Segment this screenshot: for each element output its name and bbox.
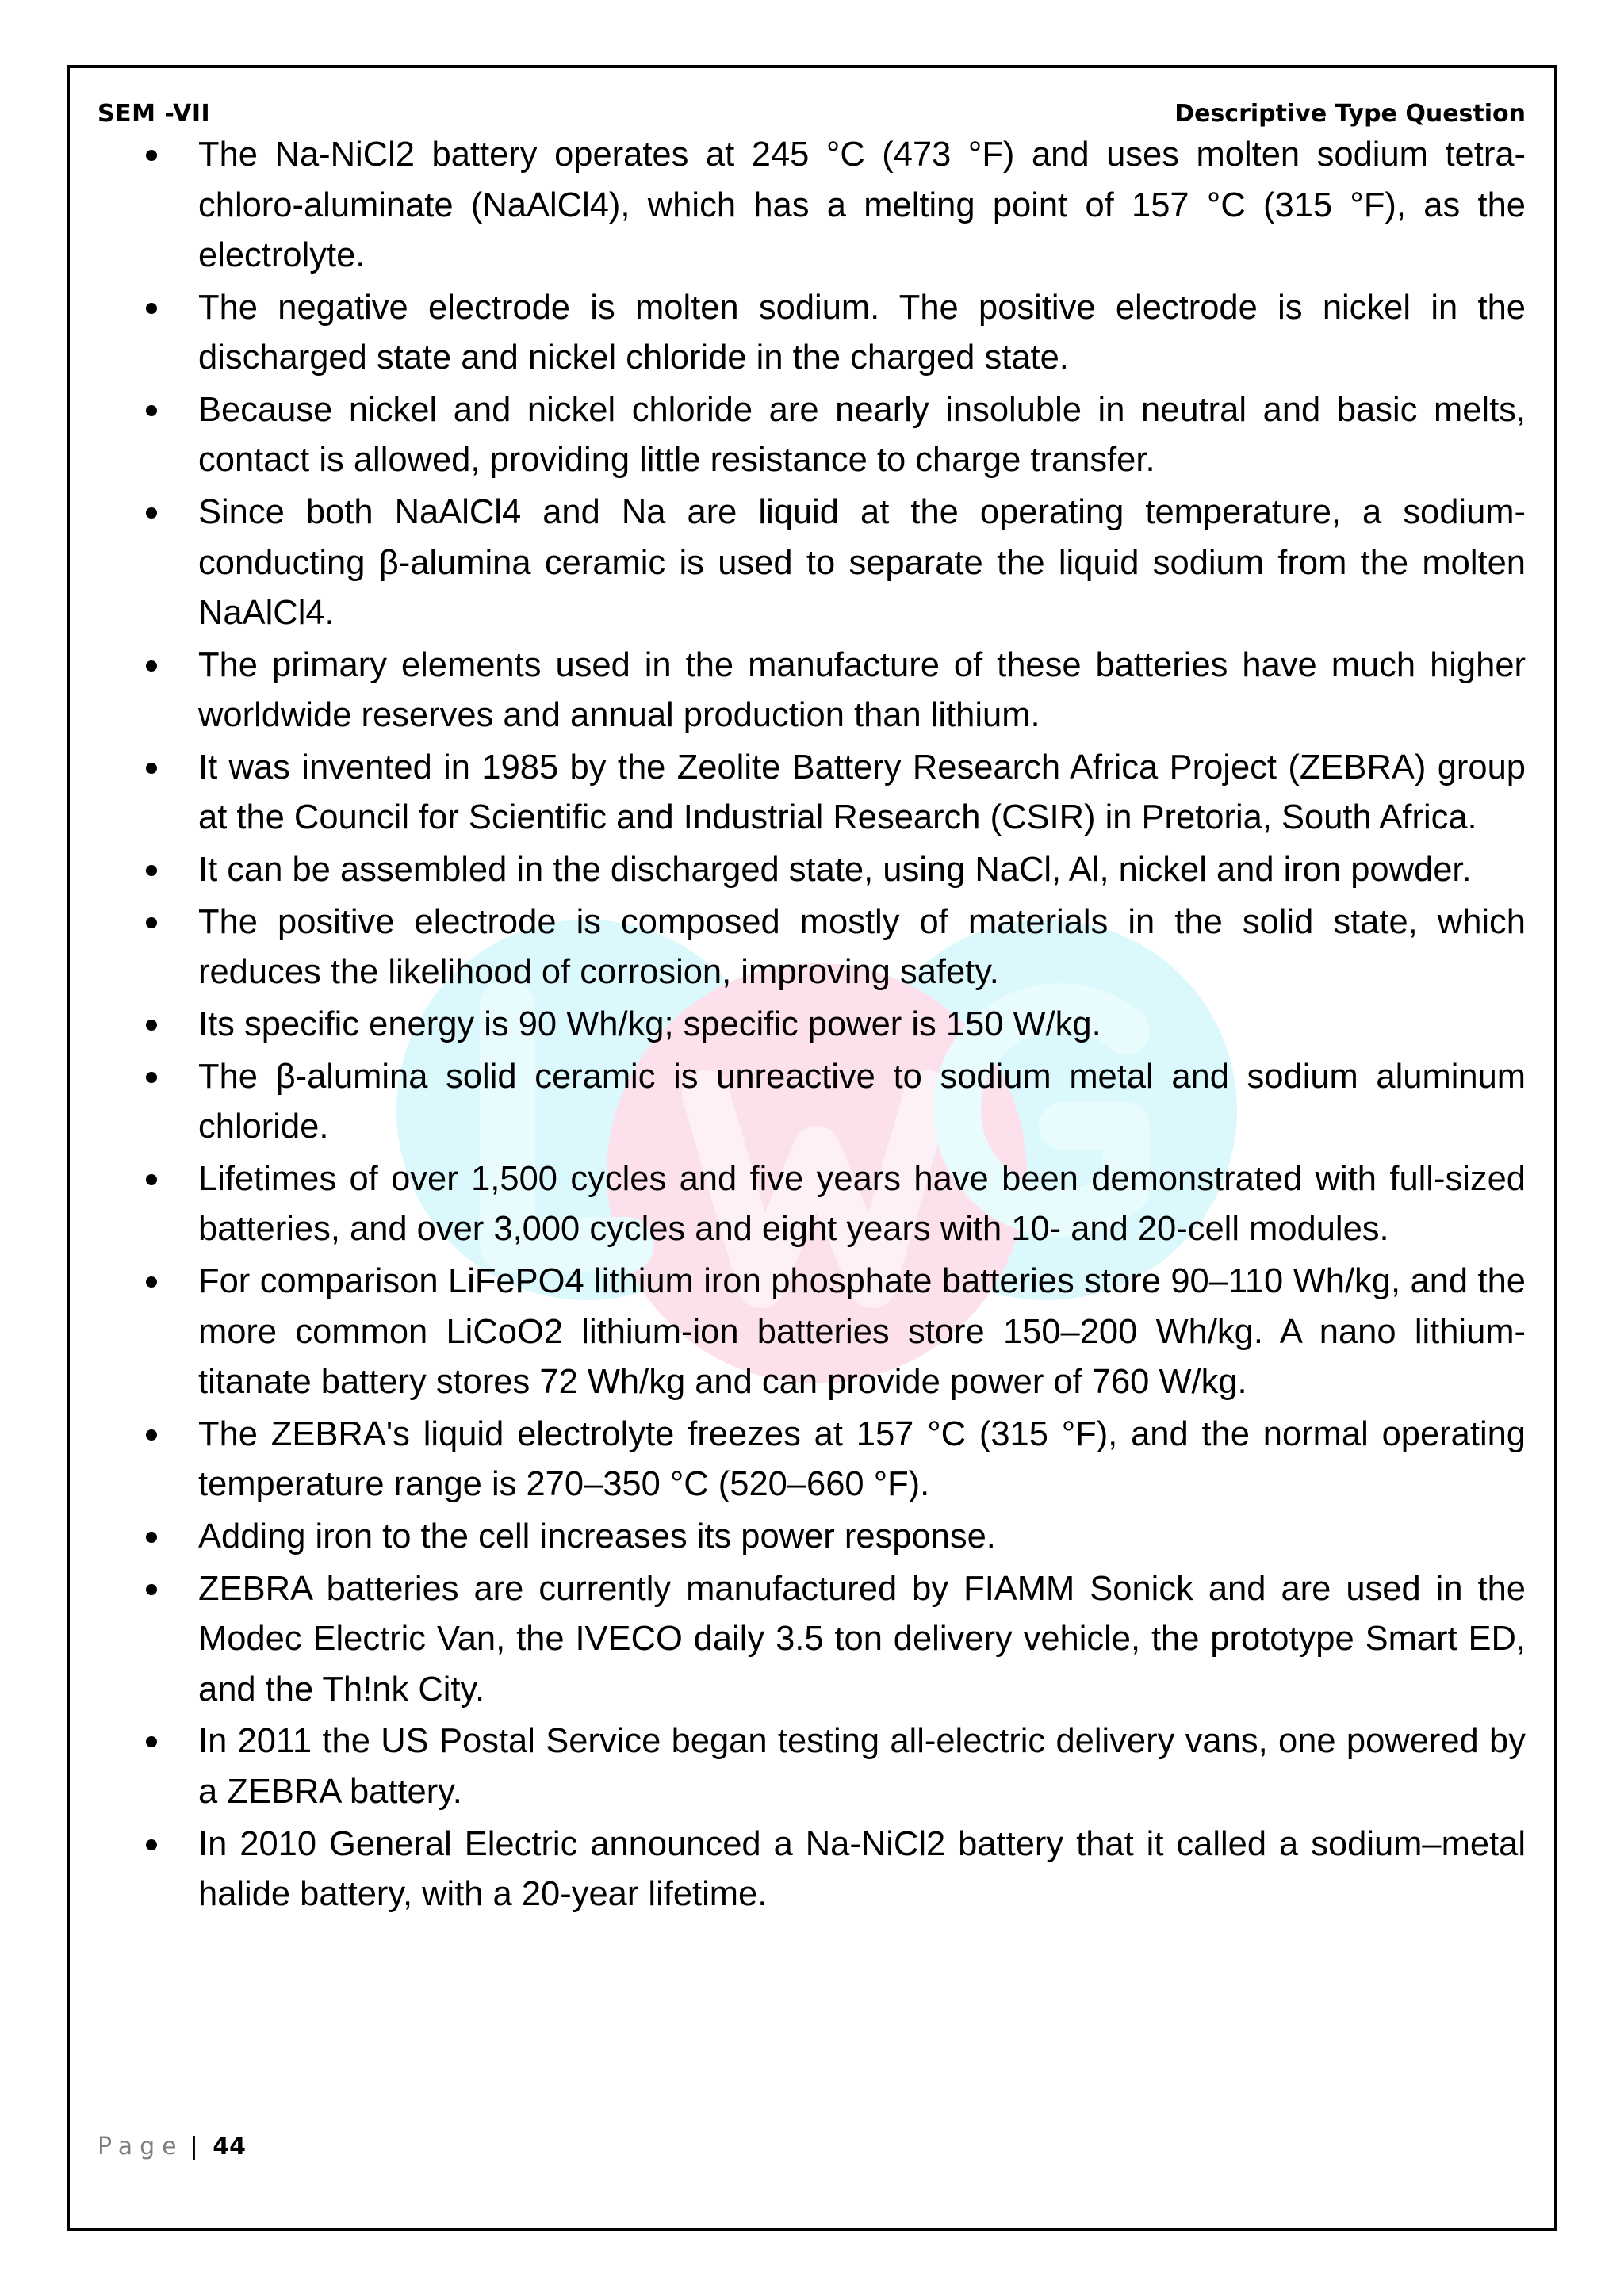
header-semester: SEM -VII <box>98 100 211 128</box>
list-item <box>98 1000 1526 1050</box>
list-item-text: ZEBRA batteries are currently manufactured by FIAMM Sonick and are used in the Modec Electric Van, the IVECO daily 3.5 ton delivery vehicle, the prototype Smart ED, and the Th!nk City. <box>198 1569 1526 1709</box>
list-item-text: The Na-NiCl2 battery operates at 245 °C (473 °F) and uses molten sodium tetra-chloro-aluminate (NaAlCl4), which has a melting point of 157 °C (315 °F), as the electrolyte. <box>198 136 1526 274</box>
list-item <box>98 283 1526 384</box>
bullet-icon <box>146 507 157 519</box>
bullet-icon <box>146 1584 157 1595</box>
list-item-text: Lifetimes of over 1,500 cycles and five years have been demonstrated with full-sized batteries, and over 3,000 cycles and eight years with 10- and 20-cell modules. <box>198 1159 1526 1249</box>
bullet-icon <box>146 865 157 876</box>
list-item-text: The ZEBRA's liquid electrolyte freezes at 157 °C (315 °F), and the normal operating temperature range is 270–350 °C (520–660 °F). <box>198 1414 1526 1504</box>
bullet-icon <box>146 303 157 314</box>
bullet-icon <box>146 1429 157 1441</box>
list-item <box>98 1154 1526 1255</box>
list-item <box>98 1512 1526 1563</box>
list-item-text: The β-alumina solid ceramic is unreactive to sodium metal and sodium aluminum chloride. <box>198 1057 1526 1146</box>
bullet-icon <box>146 1020 157 1031</box>
bullet-icon <box>146 1839 157 1850</box>
bullet-icon <box>146 1174 157 1185</box>
bullet-icon <box>146 1072 157 1083</box>
list-item <box>98 130 1526 281</box>
list-item-text: It was invented in 1985 by the Zeolite Battery Research Africa Project (ZEBRA) group at the Council for Scientific and Industrial Research (CSIR) in Pretoria, South Africa. <box>198 748 1526 837</box>
list-item-text: It can be assembled in the discharged state, using NaCl, Al, nickel and iron powder. <box>198 851 1472 890</box>
page-footer <box>98 2133 246 2160</box>
list-item-text: Because nickel and nickel chloride are nearly insoluble in neutral and basic melts, contact is allowed, providing little resistance to charge transfer. <box>198 390 1526 480</box>
list-item-text: The negative electrode is molten sodium. The positive electrode is nickel in the discharged state and nickel chloride in the charged state. <box>198 288 1526 377</box>
bullet-list <box>98 130 1526 1922</box>
list-item-text: The primary elements used in the manufacture of these batteries have much higher worldwide reserves and annual production than lithium. <box>198 645 1526 735</box>
list-item <box>98 385 1526 486</box>
list-item <box>98 897 1526 998</box>
bullet-icon <box>146 763 157 774</box>
bullet-icon <box>146 660 157 672</box>
list-item <box>98 1820 1526 1920</box>
bullet-icon <box>146 150 157 161</box>
list-item <box>98 1716 1526 1817</box>
header-section-title: Descriptive Type Question <box>1174 100 1526 128</box>
bullet-icon <box>146 917 157 928</box>
bullet-icon <box>146 1532 157 1543</box>
list-item-text: In 2010 General Electric announced a Na-NiCl2 battery that it called a sodium–metal halide battery, with a 20-year lifetime. <box>198 1824 1526 1913</box>
list-item <box>98 743 1526 844</box>
list-item <box>98 488 1526 639</box>
bullet-icon <box>146 1736 157 1747</box>
list-item <box>98 1410 1526 1510</box>
list-item <box>98 1564 1526 1716</box>
list-item <box>98 1257 1526 1408</box>
list-item-text: The positive electrode is composed mostly of materials in the solid state, which reduces the likelihood of corrosion, improving safety. <box>198 902 1526 992</box>
footer-page-number: 44 <box>213 2133 247 2160</box>
list-item-text: Adding iron to the cell increases its power response. <box>198 1517 996 1556</box>
bullet-icon <box>146 405 157 416</box>
list-item <box>98 845 1526 896</box>
footer-page-label: Page <box>98 2133 184 2160</box>
list-item-text: Its specific energy is 90 Wh/kg; specific power is 150 W/kg. <box>198 1005 1101 1043</box>
list-item-text: In 2011 the US Postal Service began testing all-electric delivery vans, one powered by a ZEBRA battery. <box>198 1722 1526 1811</box>
list-item <box>98 1052 1526 1153</box>
list-item <box>98 641 1526 741</box>
list-item-text: Since both NaAlCl4 and Na are liquid at the operating temperature, a sodium-conducting β-alumina ceramic is used to separate the liquid sodium from the molten NaAlCl4. <box>198 493 1526 633</box>
footer-separator: | <box>190 2133 198 2160</box>
list-item-text: For comparison LiFePO4 lithium iron phosphate batteries store 90–110 Wh/kg, and the more common LiCoO2 lithium-ion batteries store 150–200 Wh/kg. A nano lithium-titanate battery stores 72 Wh/kg and can provide power of 760 W/kg. <box>198 1262 1526 1402</box>
bullet-icon <box>146 1276 157 1288</box>
